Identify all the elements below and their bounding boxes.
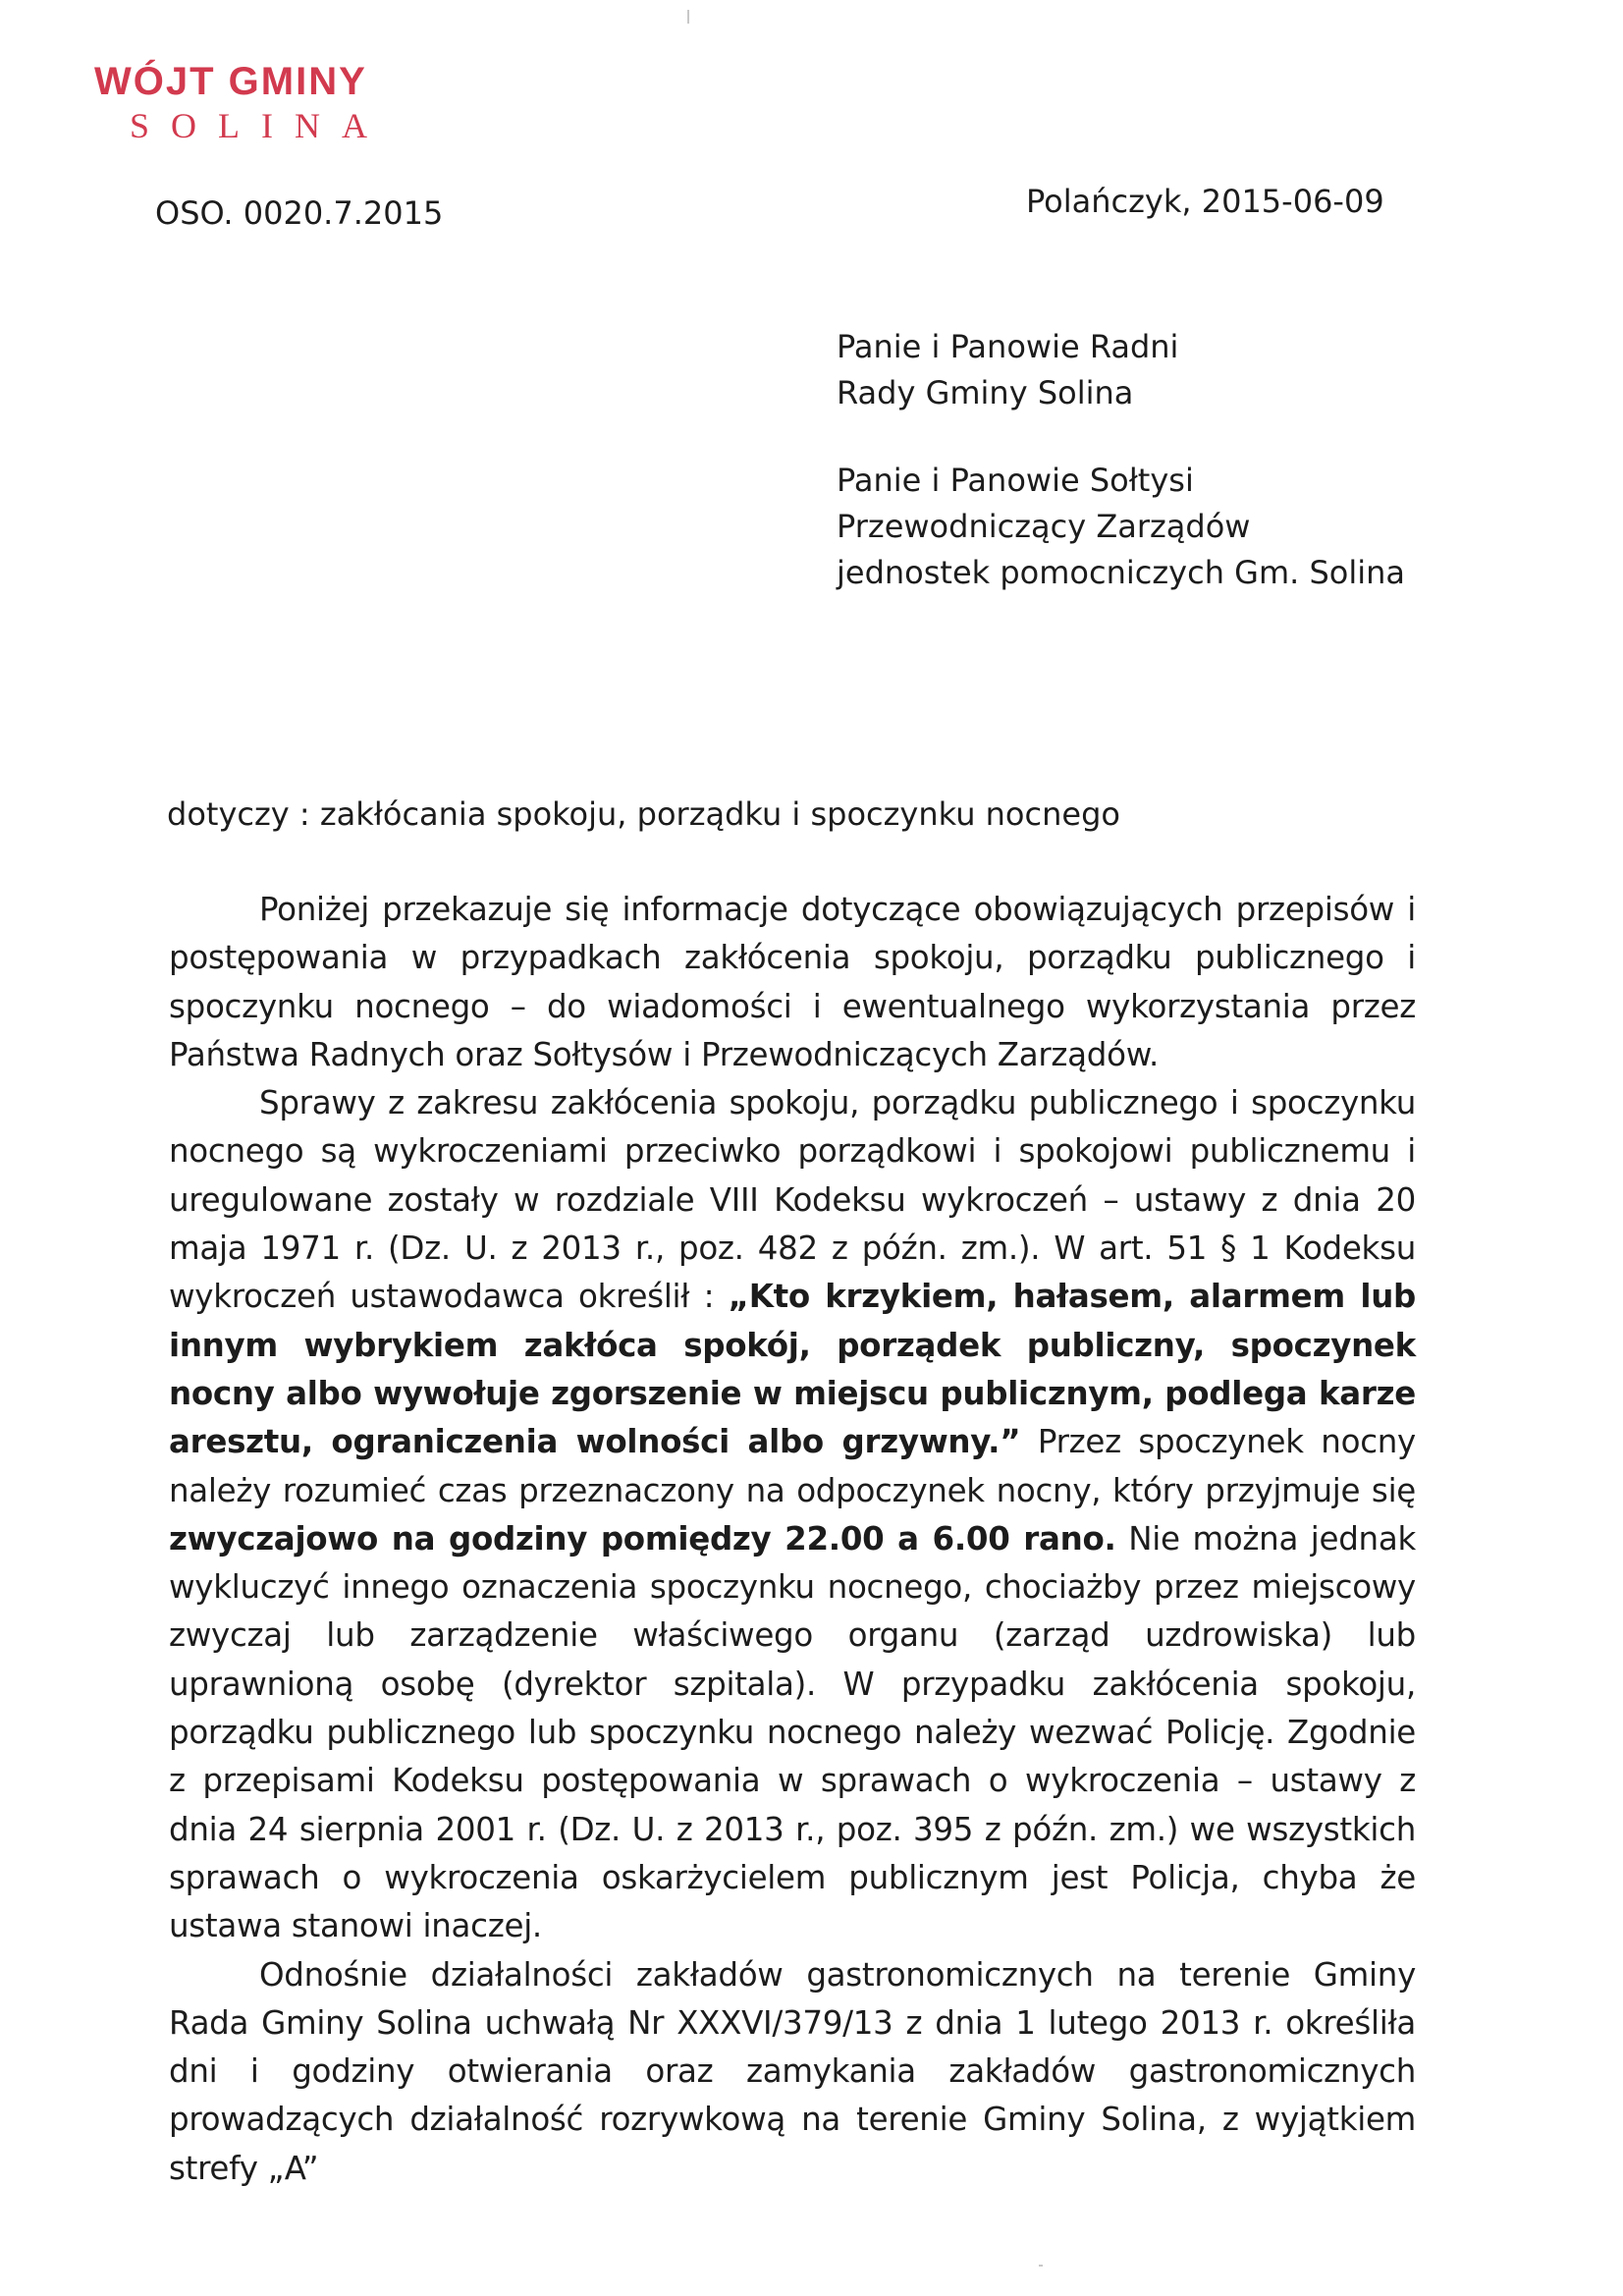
recipient-group-village-heads [837,458,1405,596]
reference-number: OSO. 0020.7.2015 [155,194,444,232]
recipient-line: Panie i Panowie Sołtysi [837,462,1194,499]
place-and-date: Polańczyk, 2015-06-09 [1026,183,1384,220]
paragraph-2 [169,1079,1416,1950]
quoted-article-51: „Kto krzykiem, hałasem, alarmem lub innym wybrykiem zakłóca spokój, porządek publiczny, spoczynek nocny albo wywołuje zgorszenie w miejscu publicznym, podlega karze aresztu, ograniczenia wolności albo grzywny.” [169,1278,1416,1461]
recipient-line: Rady Gminy Solina [837,374,1134,411]
recipients-block [837,324,1405,637]
recipient-group-councillors [837,324,1405,416]
paragraph-2-mid: Przez spoczynek nocny należy rozumieć czas przeznaczony na odpoczynek nocny, który przyjmuje się [169,1423,1416,1509]
paragraph-2-intro: Sprawy z zakresu zakłócenia spokoju, porządku publicznego i spoczynku nocnego są wykroczeniami przeciwko porządkowi i spokojowi publicznemu i uregulowane zostały w rozdziale VIII Kodeksu wykroczeń – ustawy z dnia 20 maja 1971 r. (Dz. U. z 2013 r., poz. 482 z późn. zm.). W art. 51 § 1 Kodeksu wykroczeń ustawodawca określił : [169,1084,1416,1316]
scan-mark-bottom [1039,2265,1043,2267]
night-rest-hours: zwyczajowo na godziny pomiędzy 22.00 a 6.00 rano. [169,1519,1116,1558]
recipient-line: jednostek pomocniczych Gm. Solina [837,554,1406,591]
paragraph-2-rest: Nie można jednak wykluczyć innego oznaczenia spoczynku nocnego, chociażby przez miejscowy zwyczaj lub zarządzenie właściwego organu (zarząd uzdrowiska) lub uprawnioną osobę (dyrektor szpitala). W przypadku zakłócenia spokoju, porządku publicznego lub spoczynku nocnego należy wezwać Policję. Zgodnie z przepisami Kodeksu postępowania w sprawach o wykroczenia – ustawy z dnia 24 sierpnia 2001 r. (Dz. U. z 2013 r., poz. 395 z późn. zm.) we wszystkich sprawach o wykroczenia oskarżycielem publicznym jest Policja, chyba że ustawa stanowi inaczej. [169,1519,1416,1945]
paragraph-3: Odnośnie działalności zakładów gastronomicznych na terenie Gminy Rada Gminy Solina uchwałą Nr XXXVI/379/13 z dnia 1 lutego 2013 r. określiła dni i godziny otwierania oraz zamykania zakładów gastronomicznych prowadzących działalność rozrywkową na terenie Gminy Solina, z wyjątkiem strefy „A” [169,1955,1416,2187]
scan-mark-top [687,10,689,24]
stamp-title: WÓJT GMINY [94,60,367,103]
letter-body [169,886,1416,2193]
office-stamp [94,59,418,147]
recipient-line: Panie i Panowie Radni [837,328,1179,365]
recipient-line: Przewodniczący Zarządów [837,508,1251,545]
paragraph-1: Poniżej przekazuje się informacje dotyczące obowiązujących przepisów i postępowania w przypadkach zakłócenia spokoju, porządku publicznego i spoczynku nocnego – do wiadomości i ewentualnego wykorzystania przez Państwa Radnych oraz Sołtysów i Przewodniczących Zarządów. [169,891,1416,1073]
stamp-municipality: SOLINA [130,106,389,145]
subject-line: dotyczy : zakłócania spokoju, porządku i spoczynku nocnego [167,795,1120,833]
